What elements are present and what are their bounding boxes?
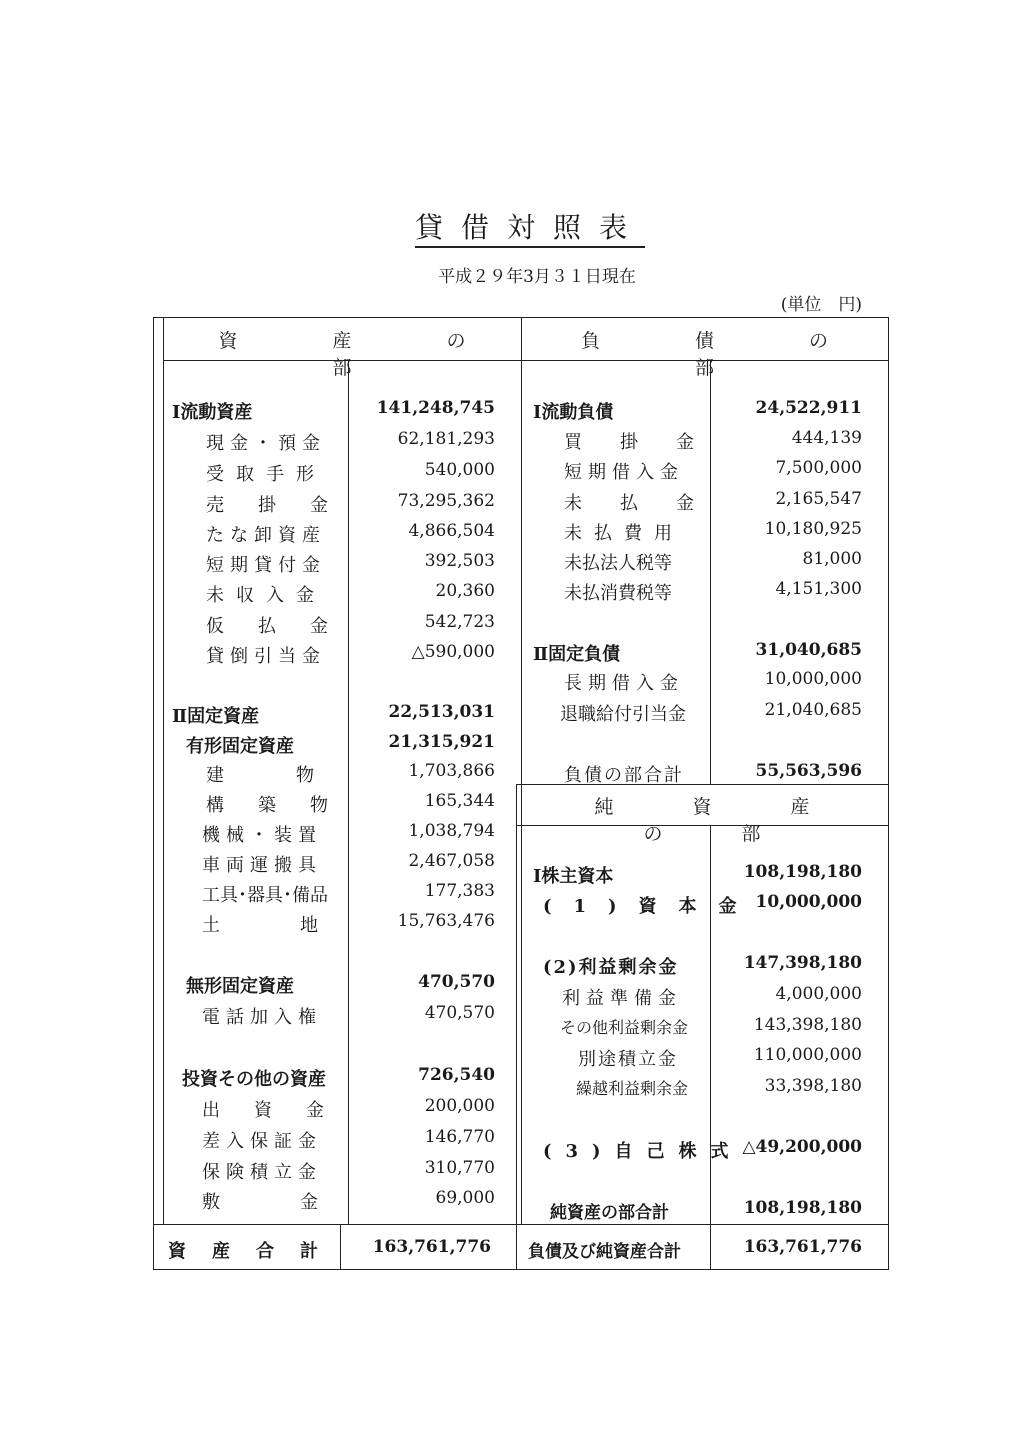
asset-label: 現金・預金 [206, 433, 326, 454]
document-title: 貸借対照表 [0, 206, 1024, 246]
totals-center-line [516, 1224, 517, 1270]
asset-label: 出資金 [202, 1100, 358, 1121]
asset-amount: 540,000 [424, 460, 495, 480]
liability-label: 長期借入金 [564, 673, 684, 694]
asset-label: 投資その他の資産 [182, 1069, 326, 1090]
grand-total-divider [710, 1224, 711, 1270]
assets-outer-left-line [163, 317, 164, 1224]
report-date: 平成２９年3月３１日現在 [438, 267, 636, 287]
liability-amount: 21,040,685 [764, 700, 862, 720]
asset-amount: 22,513,031 [388, 702, 495, 722]
liability-amount: 81,000 [802, 549, 862, 569]
asset-amount: 4,866,504 [408, 521, 495, 541]
net-assets-amount-divider [710, 825, 711, 1224]
asset-label: 車両運搬具 [202, 855, 322, 876]
assets-center-line [521, 317, 522, 1224]
unit-note: (単位 円) [780, 295, 862, 315]
asset-amount: 470,570 [418, 972, 495, 992]
net-asset-amount: △49,200,000 [742, 1137, 862, 1157]
asset-amount: 310,770 [424, 1158, 495, 1178]
liability-amount: 10,000,000 [764, 669, 862, 689]
asset-label: たな卸資産 [206, 525, 326, 546]
liability-label: 買掛金 [564, 432, 732, 453]
net-asset-amount: 143,398,180 [753, 1015, 862, 1035]
asset-amount: 21,315,921 [388, 732, 495, 752]
asset-label: 受取手形 [206, 464, 326, 485]
asset-amount: 200,000 [424, 1096, 495, 1116]
liability-amount: 10,180,925 [764, 519, 862, 539]
net-asset-label: 繰越利益剰余金 [576, 1079, 689, 1098]
liabilities-header: 負 債 の 部 [580, 330, 924, 379]
liability-label: 未払金 [564, 493, 732, 514]
assets-header: 資 産 の 部 [218, 330, 561, 379]
net-assets-left-line [516, 784, 517, 1224]
net-asset-amount: 110,000,000 [753, 1045, 862, 1065]
asset-label: 有形固定資産 [186, 736, 294, 757]
net-asset-amount: 33,398,180 [764, 1076, 862, 1096]
asset-label: 短期貸付金 [206, 555, 326, 576]
liability-label: 未払法人税等 [564, 553, 672, 574]
asset-amount: △590,000 [411, 642, 495, 662]
asset-label: 貸倒引当金 [206, 646, 326, 667]
liability-label: Ⅱ固定負債 [533, 644, 621, 665]
liability-total-amount: 55,563,596 [755, 761, 862, 781]
asset-amount: 15,763,476 [397, 911, 495, 931]
liabilities-amount-divider [710, 360, 711, 784]
net-asset-label: Ⅰ株主資本 [533, 866, 614, 887]
grand-total-label: 負債及び純資産合計 [528, 1242, 681, 1262]
asset-label: 仮払金 [206, 616, 362, 637]
asset-label: 差入保証金 [202, 1131, 322, 1152]
asset-label: Ⅱ固定資産 [172, 706, 260, 727]
grand-total-amount: 163,761,776 [743, 1237, 862, 1257]
asset-amount: 470,570 [424, 1003, 495, 1023]
liability-label: 未払費用 [564, 523, 684, 544]
asset-amount: 165,344 [424, 791, 495, 811]
liability-amount: 4,151,300 [775, 579, 862, 599]
assets-total-amount: 163,761,776 [372, 1237, 491, 1257]
asset-label: 建物 [206, 765, 386, 786]
asset-label: 敷金 [202, 1192, 398, 1213]
asset-amount: 62,181,293 [397, 429, 495, 449]
liability-amount: 2,165,547 [775, 489, 862, 509]
asset-amount: 392,503 [424, 551, 495, 571]
asset-label: 保険積立金 [202, 1162, 322, 1183]
net-asset-label: (3)自己株式 [543, 1141, 743, 1162]
assets-total-label: 資産合計 [168, 1241, 344, 1262]
asset-label: 未収入金 [206, 585, 326, 606]
liability-label: 短期借入金 [564, 462, 684, 483]
net-asset-amount: 4,000,000 [775, 984, 862, 1004]
asset-label: 土地 [202, 915, 398, 936]
net-asset-label: (1)資本金 [543, 896, 759, 917]
liability-amount: 31,040,685 [755, 640, 862, 660]
asset-amount: 177,383 [424, 881, 495, 901]
net-asset-total-label: 純資産の部合計 [550, 1203, 669, 1223]
liability-label: 退職給付引当金 [560, 704, 686, 725]
asset-label: 工具･器具･備品 [202, 885, 328, 906]
net-asset-label: 別途積立金 [578, 1049, 678, 1070]
liability-amount: 444,139 [791, 428, 862, 448]
net-asset-amount: 108,198,180 [743, 862, 862, 882]
asset-label: 無形固定資産 [186, 976, 294, 997]
net-asset-amount: 147,398,180 [743, 953, 862, 973]
asset-amount: 542,723 [424, 612, 495, 632]
liability-amount: 7,500,000 [775, 458, 862, 478]
asset-amount: 20,360 [435, 581, 495, 601]
net-asset-total-amount: 108,198,180 [743, 1198, 862, 1218]
liability-label: 未払消費税等 [564, 583, 672, 604]
asset-amount: 1,038,794 [408, 821, 495, 841]
liability-total-label: 負債の部合計 [564, 765, 684, 786]
net-asset-label: その他利益剰余金 [560, 1018, 689, 1037]
liability-amount: 24,522,911 [755, 398, 862, 418]
asset-label: 構築物 [206, 795, 362, 816]
asset-amount: 141,248,745 [376, 398, 495, 418]
asset-label: 機械・装置 [202, 825, 322, 846]
net-asset-label: 利益準備金 [562, 988, 682, 1009]
net-asset-label: (2)利益剰余金 [543, 957, 679, 978]
net-asset-amount: 10,000,000 [755, 892, 862, 912]
liability-label: Ⅰ流動負債 [533, 402, 614, 423]
totals-top-line [153, 1224, 889, 1225]
net-assets-header: 純 資 産 の 部 [594, 796, 889, 845]
asset-amount: 73,295,362 [397, 491, 495, 511]
asset-label: Ⅰ流動資産 [172, 402, 253, 423]
asset-label: 売掛金 [206, 495, 362, 516]
asset-amount: 726,540 [418, 1065, 495, 1085]
asset-amount: 2,467,058 [408, 851, 495, 871]
asset-amount: 1,703,866 [408, 761, 495, 781]
asset-amount: 146,770 [424, 1127, 495, 1147]
asset-amount: 69,000 [435, 1188, 495, 1208]
asset-label: 電話加入権 [202, 1007, 322, 1028]
